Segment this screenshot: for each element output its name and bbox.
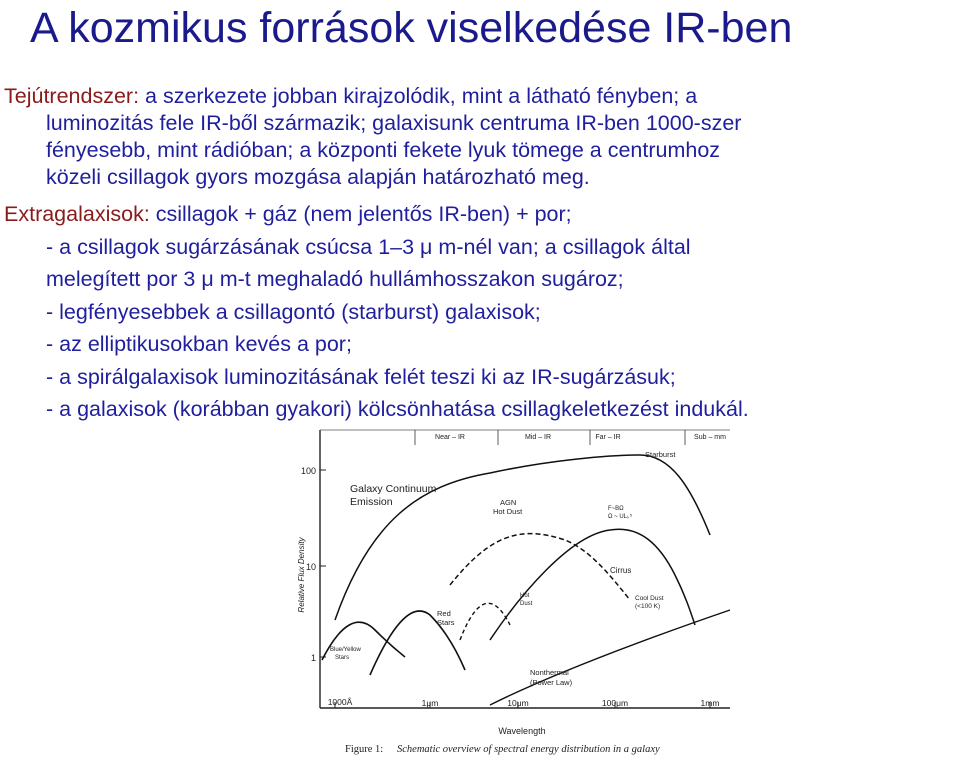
caption-text: Schematic overview of spectral energy distribution in a galaxy bbox=[397, 744, 660, 755]
x-tick-label-1mm: 1mm bbox=[700, 698, 720, 708]
y-axis-label: Relative Flux Density bbox=[297, 537, 306, 613]
extragalactic-lead: Extragalaxisok: bbox=[4, 202, 150, 226]
band-mid-ir: Mid – IR bbox=[524, 434, 552, 441]
cirrus-curve bbox=[490, 529, 695, 640]
milky-way-line-3: fényesebb, mint rádióban; a központi fekete lyuk tömege a centrumhoz bbox=[46, 138, 721, 162]
starburst-label: Starburst bbox=[645, 450, 676, 459]
extragalactic-line-1 bbox=[4, 198, 749, 231]
extragalactic-line-5: - az elliptikusokban kevés a por; bbox=[46, 332, 352, 356]
hot-dust-label: Hot bbox=[520, 593, 530, 599]
milky-way-line-1 bbox=[4, 83, 741, 110]
extragalactic-line-2: - a csillagok sugárzásának csúcsa 1–3 μ m-nél van; a csillagok által bbox=[46, 234, 691, 259]
extragalactic-line-7: - a galaxisok (korábban gyakori) kölcsönhatása csillagkeletkezést indukál. bbox=[46, 397, 749, 421]
formula-label-2: Ω ~ ULᵢ.⁵ bbox=[608, 514, 633, 520]
y-tick-label-1: 1 bbox=[310, 653, 316, 663]
blue-yellow-stars-label: Blue/Yellow bbox=[330, 647, 361, 653]
emission-label: Emission bbox=[350, 496, 393, 508]
extragalactic-paragraph bbox=[4, 198, 749, 426]
extragalactic-line-3: melegített por 3 μ m-t meghaladó hullámhosszakon sugároz; bbox=[46, 267, 624, 291]
y-tick-label-10: 10 bbox=[305, 562, 316, 572]
agn-label: AGN bbox=[500, 498, 517, 507]
caption-label: Figure 1: bbox=[345, 744, 384, 755]
x-tick-label-1000a: 1000Å bbox=[327, 697, 353, 707]
cirrus-label: Cirrus bbox=[610, 566, 632, 575]
band-far-ir: Far – IR bbox=[595, 434, 621, 441]
red-stars-label-2: Stars bbox=[437, 618, 455, 627]
agn-hot-dust-curve bbox=[450, 534, 630, 600]
x-tick-label-1um: 1μm bbox=[421, 698, 439, 708]
milky-way-lead: Tejútrendszer: bbox=[4, 84, 140, 108]
y-tick-label-100: 100 bbox=[300, 466, 316, 476]
milky-way-text: a szerkezete jobban kirajzolódik, mint a látható fényben; a bbox=[139, 84, 698, 108]
extragalactic-text: csillagok + gáz (nem jelentős IR-ben) + por; bbox=[149, 202, 572, 226]
cool-dust-label: Cool Dust bbox=[635, 595, 664, 602]
power-law-label: (Power Law) bbox=[530, 678, 573, 687]
red-stars-label: Red bbox=[437, 609, 451, 618]
nonthermal-label: Nonthermal bbox=[530, 668, 569, 677]
extragalactic-line-4: - legfényesebbek a csillagontó (starburst) galaxisok; bbox=[46, 299, 541, 324]
hot-dust-label-2: Dust bbox=[520, 601, 533, 607]
milky-way-line-2: luminozitás fele IR-ből származik; galaxisunk centruma IR-ben 1000-szer bbox=[46, 111, 742, 135]
x-tick-label-10um: 10μm bbox=[507, 698, 529, 708]
formula-label: F~ΒΩ bbox=[608, 506, 624, 512]
cool-dust-temp-label: (<100 K) bbox=[635, 603, 661, 610]
milky-way-line-4: közeli csillagok gyors mozgása alapján határozható meg. bbox=[46, 165, 590, 189]
x-tick-label-100um: 100μm bbox=[601, 698, 629, 708]
galaxy-continuum-label: Galaxy Continuum bbox=[350, 483, 437, 495]
band-sub-mm: Sub – mm bbox=[694, 434, 726, 441]
extragalactic-line-6: - a spirálgalaxisok luminozitásának felét teszi ki az IR-sugárzásuk; bbox=[46, 364, 676, 389]
sed-diagram bbox=[290, 425, 740, 765]
x-axis-label: Wavelength bbox=[498, 726, 546, 736]
sed-figure bbox=[290, 425, 740, 765]
blue-yellow-stars-label-2: Stars bbox=[335, 655, 350, 661]
agn-hot-dust-label: Hot Dust bbox=[493, 507, 523, 516]
page-title: A kozmikus források viselkedése IR-ben bbox=[30, 4, 793, 52]
milky-way-paragraph bbox=[4, 83, 741, 191]
band-near-ir: Near – IR bbox=[435, 434, 465, 441]
